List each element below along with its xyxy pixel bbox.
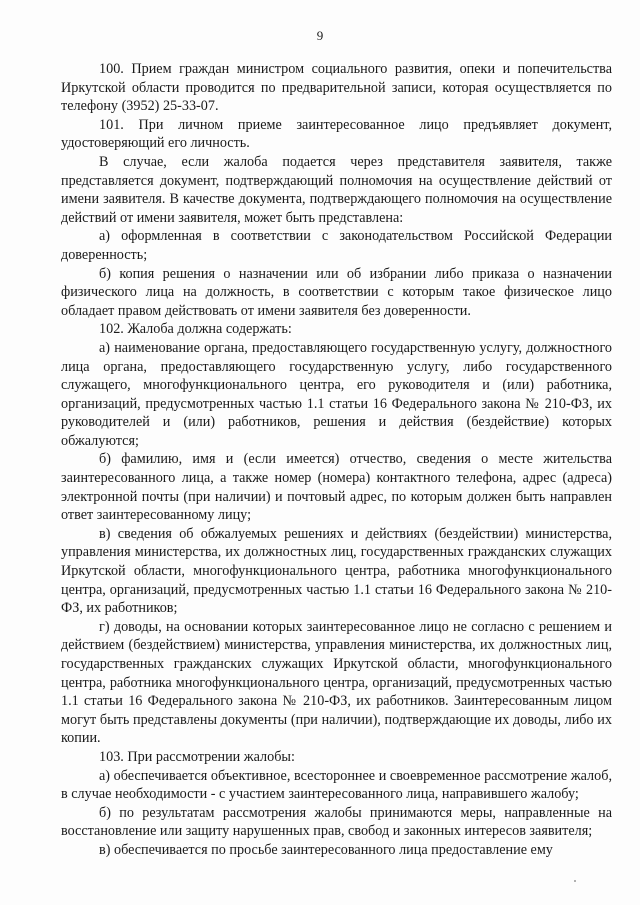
paragraph-101-b: б) копия решения о назначении или об избрании либо приказа о назначении физического лица на должность, в соответствии с которым такое физическое лицо обладает правом действовать от имени заявителя без доверенности. (61, 265, 612, 319)
paragraph-100: 100. Прием граждан министром социального развития, опеки и попечительства Иркутской области проводится по предварительной записи, которая осуществляется по телефону (3952) 25-33-07. (61, 61, 612, 115)
paragraph-101: 101. При личном приеме заинтересованное лицо предъявляет документ, удостоверяющий его личность. (61, 116, 612, 152)
paragraph-102-g: г) доводы, на основании которых заинтересованное лицо не согласно с решением и действием (бездействием) министерства, управления министерства, их должностных лиц, государственных гражданских служащих Иркутской области, многофункционального центра, работника многофункционального центра, организаций, предусмотренных частью 1.1 статьи 16 Федерального закона № 210-ФЗ, их работников. Заинтересованным лицом могут быть представлены документы (при наличии), подтверждающие их доводы, либо их копии. (61, 618, 612, 747)
scan-speck (574, 880, 576, 882)
paragraph-103-a: а) обеспечивается объективное, всестороннее и своевременное рассмотрение жалоб, в случае необходимости - с участием заинтересованного лица, направившего жалобу; (61, 767, 612, 803)
paragraph-representative: В случае, если жалоба подается через представителя заявителя, также представляется документ, подтверждающий полномочия на осуществление действий от имени заявителя. В качестве документа, подтверждающего полномочия на осуществление действий от имени заявителя, может быть представлена: (61, 153, 612, 226)
document-body (61, 60, 612, 860)
paragraph-103-v: в) обеспечивается по просьбе заинтересованного лица предоставление ему (99, 841, 553, 858)
paragraph-102-a: а) наименование органа, предоставляющего государственную услугу, должностного лица органа, предоставляющего государственную услугу, либо государственного служащего, многофункционального центра, его руководителя и (или) работника, организаций, предусмотренных частью 1.1 статьи 16 Федерального закона № 210-ФЗ, их руководителей и (или) работников, решения и действия (бездействие) которых обжалуются; (61, 339, 612, 449)
paragraph-102-v: в) сведения об обжалуемых решениях и действиях (бездействии) министерства, управления министерства, их должностных лиц, государственных гражданских служащих Иркутской области, многофункционального центра, работника многофункционального центра, организаций, предусмотренных частью 1.1 статьи 16 Федерального закона № 210-ФЗ, их работников; (61, 525, 612, 617)
paragraph-102-b: б) фамилию, имя и (если имеется) отчество, сведения о месте жительства заинтересованного лица, а также номер (номера) контактного телефона, адрес (адреса) электронной почты (при наличии) и почтовый адрес, по которым должен быть направлен ответ заинтересованному лицу; (61, 451, 612, 524)
paragraph-103-b: б) по результатам рассмотрения жалобы принимаются меры, направленные на восстановление или защиту нарушенных прав, свобод и законных интересов заявителя; (61, 804, 612, 840)
paragraph-101-a: а) оформленная в соответствии с законодательством Российской Федерации доверенность; (61, 228, 612, 263)
paragraph-103: 103. При рассмотрении жалобы: (99, 748, 295, 765)
page-number: 9 (316, 28, 324, 43)
paragraph-102: 102. Жалоба должна содержать: (99, 321, 292, 338)
